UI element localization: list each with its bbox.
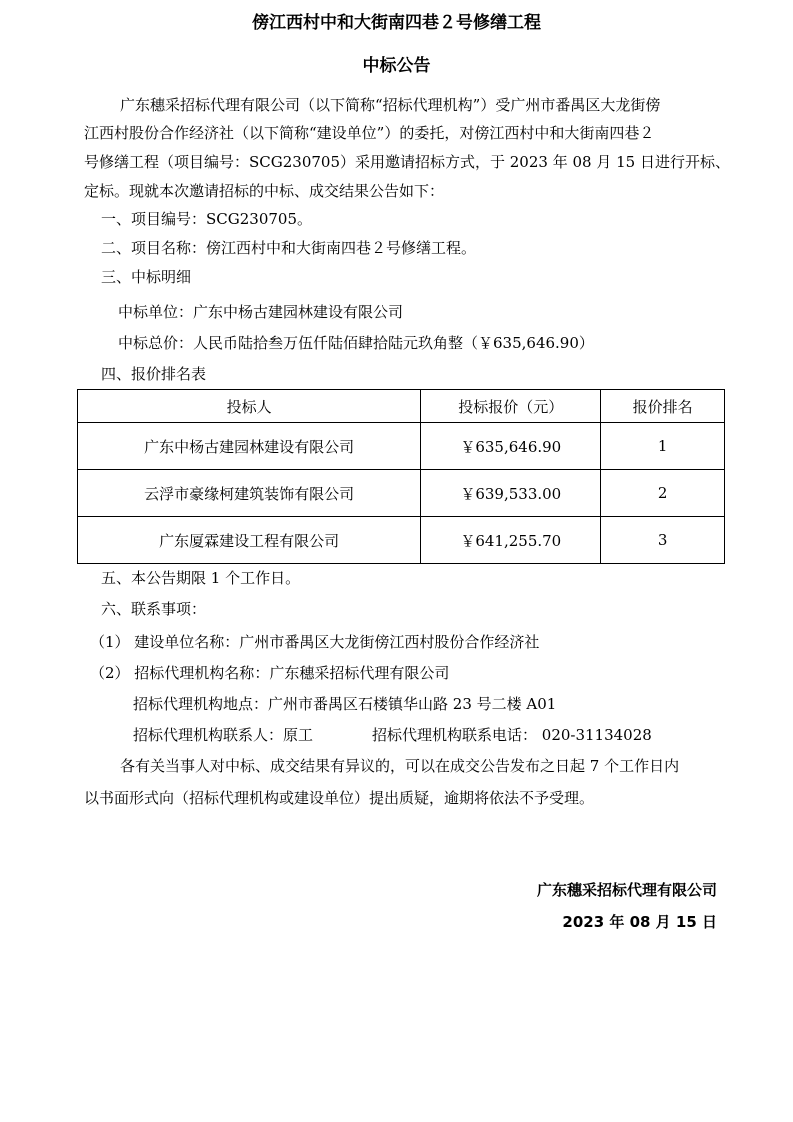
price-cell: ￥639,533.00 [421,470,601,517]
winning-total: 中标总价：人民币陆拾叁万伍仟陆佰肆拾陆元玖角整（￥635,646.90） [118,334,594,352]
table-row [78,423,725,470]
notice-period: 五、本公告期限 1 个工作日。 [101,569,301,587]
price-cell: ￥635,646.90 [421,423,601,470]
bidder-cell: 广东中杨古建园林建设有限公司 [78,423,421,470]
header-rank: 报价排名 [601,390,725,423]
project-name: 二、项目名称：傍江西村中和大街南四巷２号修缮工程。 [101,239,477,257]
agency-contact-phone: 招标代理机构联系电话： 020-31134028 [372,726,652,744]
rank-cell: 1 [601,423,725,470]
signature-date: 2023 年 08 月 15 日 [562,913,717,931]
rank-cell: 2 [601,470,725,517]
signature-company: 广东穗采招标代理有限公司 [536,881,717,899]
intro-line: 广东穗采招标代理有限公司（以下简称“招标代理机构”）受广州市番禺区大龙街傍 [120,96,661,114]
document-subtitle: 中标公告 [362,56,431,76]
bid-ranking-table [77,389,725,564]
award-details-heading: 三、中标明细 [101,268,192,286]
table-row [78,517,725,564]
header-bid-price: 投标报价（元） [421,390,601,423]
contact-heading: 六、联系事项： [101,600,207,618]
agency-address: 招标代理机构地点：广州市番禺区石楼镇华山路 23 号二楼 A01 [133,695,557,713]
bidder-cell: 云浮市豪缘柯建筑装饰有限公司 [78,470,421,517]
objection-line: 以书面形式向（招标代理机构或建设单位）提出质疑，逾期将依法不予受理。 [84,789,595,807]
document-title: 傍江西村中和大街南四巷２号修缮工程 [252,13,541,33]
objection-line: 各有关当事人对中标、成交结果有异议的，可以在成交公告发布之日起 7 个工作日内 [120,757,680,775]
contact-owner: （1） 建设单位名称：广州市番禺区大龙街傍江西村股份合作经济社 [90,633,540,651]
intro-line: 号修缮工程（项目编号：SCG230705）采用邀请招标方式，于 2023 年 08 月 15 日进行开标、 [84,153,730,171]
winning-bidder: 中标单位：广东中杨古建园林建设有限公司 [118,303,404,321]
table-header-row [78,390,725,423]
project-number: 一、项目编号：SCG230705。 [101,210,312,228]
header-bidder: 投标人 [78,390,421,423]
intro-line: 江西村股份合作经济社（以下简称“建设单位”）的委托，对傍江西村中和大街南四巷２ [84,124,655,142]
ranking-heading: 四、报价排名表 [101,365,207,383]
bidder-cell: 广东厦霖建设工程有限公司 [78,517,421,564]
table-row [78,470,725,517]
contact-agency: （2） 招标代理机构名称：广东穗采招标代理有限公司 [90,664,450,682]
intro-line: 定标。现就本次邀请招标的中标、成交结果公告如下： [84,182,445,200]
agency-contact-person: 招标代理机构联系人：原工 [133,726,314,744]
rank-cell: 3 [601,517,725,564]
price-cell: ￥641,255.70 [421,517,601,564]
